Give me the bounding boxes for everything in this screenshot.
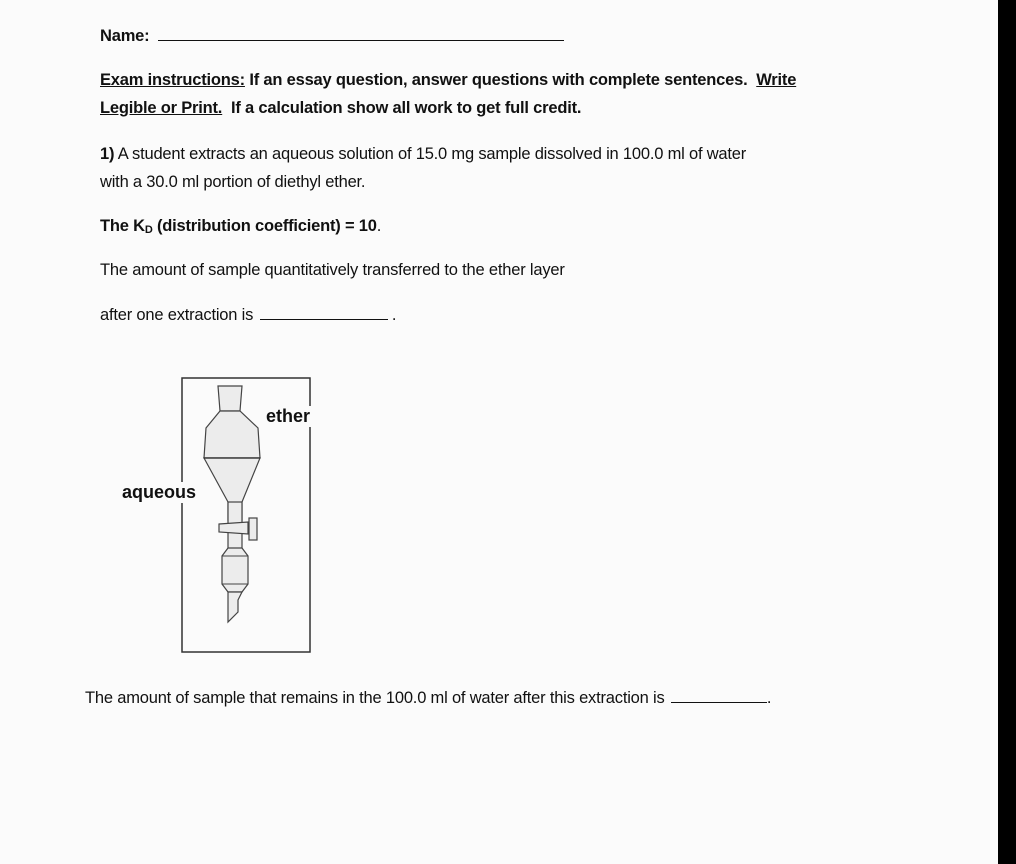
question-number: 1): [100, 145, 115, 163]
prompt-2-line: [85, 689, 771, 708]
kd-suffix: (distribution coefficient) = 10: [152, 217, 377, 235]
page-edge-border: [998, 0, 1016, 864]
kd-subscript: D: [144, 224, 153, 236]
prompt-2-end: .: [766, 689, 772, 707]
name-blank[interactable]: [158, 39, 564, 41]
separatory-funnel-diagram: [118, 370, 338, 660]
kd-period: .: [376, 217, 382, 235]
instructions-line-2: [100, 99, 581, 118]
prompt-2-text: The amount of sample that remains in the 100.0 ml of water after this extraction is: [85, 689, 665, 707]
prompt-1-line-1: [100, 261, 565, 280]
instructions-text-1: If an essay question, answer questions with complete sentences.: [244, 71, 757, 89]
answer-blank-ether[interactable]: [260, 318, 388, 320]
kd-prefix: The K: [100, 217, 145, 235]
ether-label: ether: [266, 406, 311, 426]
answer-blank-water[interactable]: [671, 701, 767, 703]
prompt-1-line-2: [100, 306, 396, 325]
question-1-line-1: [100, 145, 746, 164]
prompt-1-end: .: [387, 306, 397, 324]
name-field-row: [100, 27, 564, 46]
question-text-2: with a 30.0 ml portion of diethyl ether.: [100, 173, 366, 191]
instructions-legible: Legible or Print.: [100, 99, 223, 117]
kd-line: [100, 217, 381, 236]
prompt-1-text-2: after one extraction is: [100, 306, 254, 324]
instructions-text-2: If a calculation show all work to get full credit.: [222, 99, 582, 117]
question-text-1: A student extracts an aqueous solution of 15.0 mg sample dissolved in 100.0 ml of water: [114, 145, 747, 163]
instructions-write: Write: [756, 71, 797, 89]
instructions-heading: Exam instructions:: [100, 71, 245, 89]
instructions-line-1: [100, 71, 796, 90]
prompt-1-text-1: The amount of sample quantitatively transferred to the ether layer: [100, 261, 565, 279]
name-label: Name:: [100, 27, 150, 45]
aqueous-label: aqueous: [122, 482, 197, 502]
question-1-line-2: [100, 173, 365, 192]
